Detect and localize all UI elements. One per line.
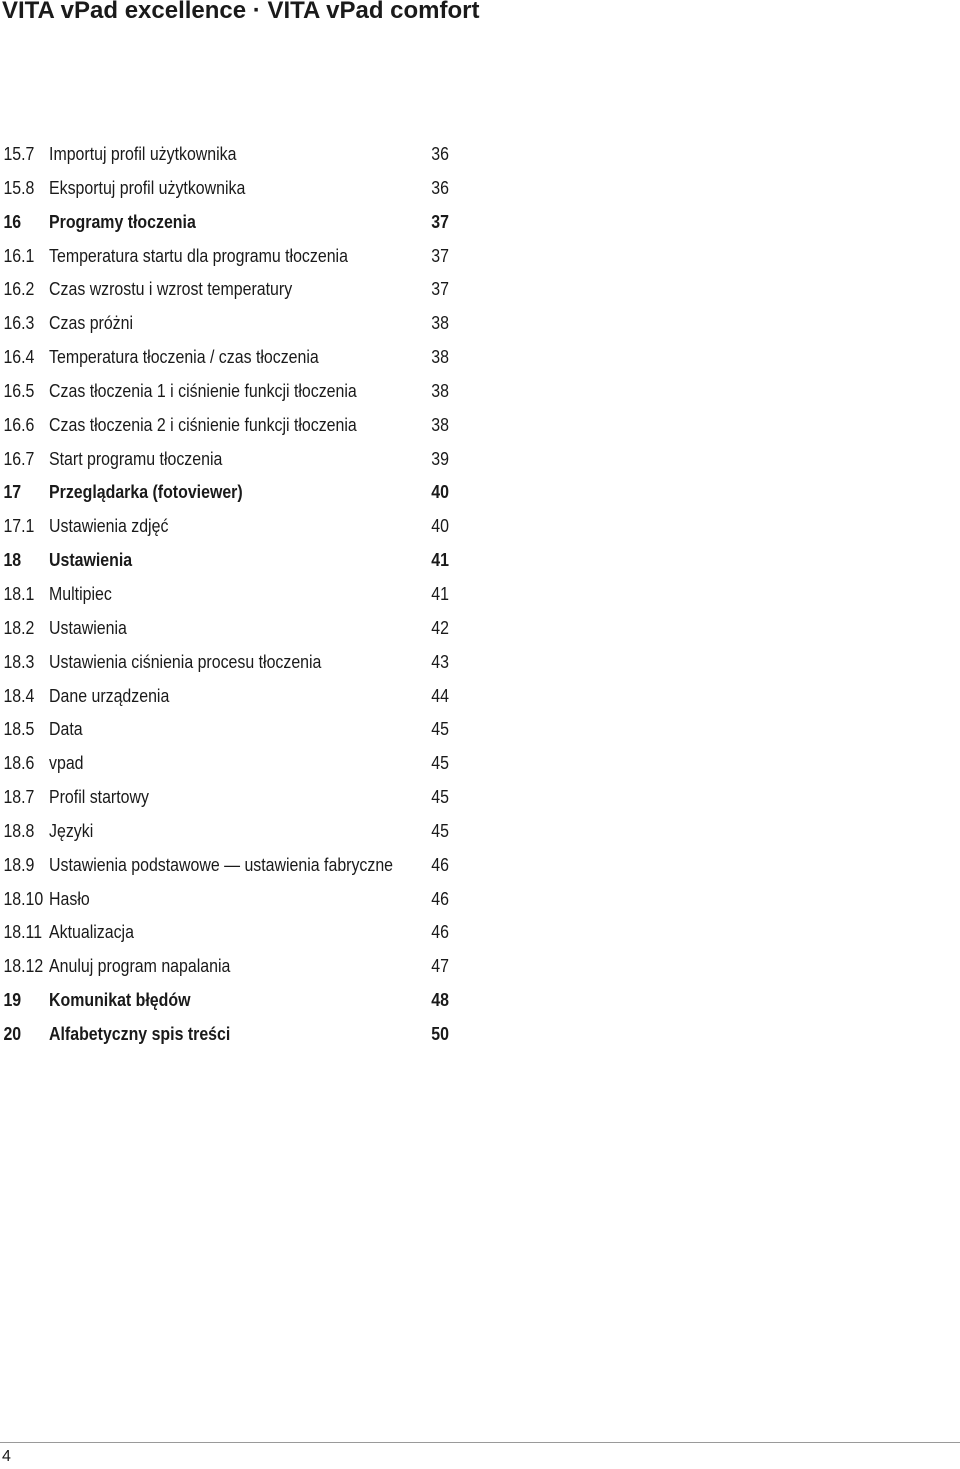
toc-page-number: 50 bbox=[431, 1022, 449, 1044]
toc-page-number: 40 bbox=[431, 515, 449, 537]
toc-section-number: 18.4 bbox=[3, 684, 35, 706]
toc-page-number: 37 bbox=[431, 244, 449, 266]
toc-section-title: Alfabetyczny spis treści bbox=[49, 1022, 231, 1044]
toc-page-number: 41 bbox=[431, 582, 449, 604]
toc-page-number: 38 bbox=[431, 413, 449, 435]
toc-section-number: 16 bbox=[3, 210, 22, 232]
toc-section-title: Ustawienia ciśnienia procesu tłoczenia bbox=[49, 650, 322, 672]
toc-row[interactable] bbox=[0, 239, 456, 273]
toc-section-number: 15.7 bbox=[3, 143, 35, 164]
toc-page-number: 45 bbox=[431, 718, 449, 740]
toc-section-number: 16.4 bbox=[3, 346, 35, 368]
toc-row[interactable] bbox=[0, 746, 456, 780]
toc-row[interactable] bbox=[0, 949, 456, 983]
toc-row[interactable] bbox=[0, 814, 456, 848]
toc-page-number: 38 bbox=[431, 379, 449, 401]
toc-page-number: 45 bbox=[431, 819, 449, 841]
toc-section-number: 17.1 bbox=[3, 515, 35, 537]
toc-section-title: Przeglądarka (fotoviewer) bbox=[49, 481, 243, 503]
toc-page-number: 37 bbox=[431, 278, 449, 300]
toc-section-number: 18.9 bbox=[3, 853, 35, 875]
toc-row[interactable] bbox=[0, 408, 456, 442]
toc-row[interactable] bbox=[0, 848, 456, 882]
toc-page-number: 38 bbox=[431, 312, 449, 334]
toc-page-number: 40 bbox=[431, 481, 449, 503]
toc-row[interactable] bbox=[0, 137, 456, 171]
toc-page-number: 39 bbox=[431, 447, 449, 469]
toc-section-title: Anuluj program napalania bbox=[49, 955, 231, 977]
toc-row[interactable] bbox=[0, 205, 456, 239]
toc-section-title: Multipiec bbox=[49, 582, 112, 604]
toc-section-title: Ustawienia podstawowe — ustawienia fabryczne bbox=[49, 853, 394, 875]
toc-section-number: 16.6 bbox=[3, 413, 35, 435]
toc-page-number: 46 bbox=[431, 887, 449, 909]
toc-section-number: 18.1 bbox=[3, 582, 35, 604]
toc-page-number: 45 bbox=[431, 752, 449, 774]
toc-section-number: 18.10 bbox=[3, 887, 44, 909]
toc-section-number: 18.3 bbox=[3, 650, 35, 672]
toc-section-number: 17 bbox=[3, 481, 22, 503]
toc-page-number: 48 bbox=[431, 989, 449, 1011]
toc-row[interactable] bbox=[0, 983, 456, 1017]
toc-section-title: Czas tłoczenia 2 i ciśnienie funkcji tłoczenia bbox=[49, 413, 357, 435]
toc-row[interactable] bbox=[0, 611, 456, 645]
toc-section-number: 18.7 bbox=[3, 786, 35, 808]
toc-page-number: 44 bbox=[431, 684, 449, 706]
toc-row[interactable] bbox=[0, 645, 456, 679]
page-number: 4 bbox=[2, 1448, 11, 1465]
toc-section-title: Importuj profil użytkownika bbox=[49, 143, 237, 164]
toc-row[interactable] bbox=[0, 882, 456, 916]
toc-section-title: Aktualizacja bbox=[49, 921, 134, 943]
toc-section-title: Czas próżni bbox=[49, 312, 134, 334]
toc-section-title: Języki bbox=[49, 819, 94, 841]
toc-section-number: 18 bbox=[3, 549, 22, 571]
toc-page-number: 36 bbox=[431, 143, 449, 164]
toc-section-number: 16.5 bbox=[3, 379, 35, 401]
toc-section-number: 16.2 bbox=[3, 278, 35, 300]
toc-section-number: 18.6 bbox=[3, 752, 35, 774]
toc-row[interactable] bbox=[0, 780, 456, 814]
toc-section-title: Profil startowy bbox=[49, 786, 149, 808]
toc-row[interactable] bbox=[0, 712, 456, 746]
toc-section-title: Czas tłoczenia 1 i ciśnienie funkcji tłoczenia bbox=[49, 379, 357, 401]
toc-section-title: Ustawienia bbox=[49, 549, 133, 571]
toc-section-number: 18.5 bbox=[3, 718, 35, 740]
toc-section-number: 18.12 bbox=[3, 955, 44, 977]
toc-row[interactable] bbox=[0, 272, 456, 306]
toc-row[interactable] bbox=[0, 374, 456, 408]
toc-section-title: vpad bbox=[49, 752, 84, 774]
toc-section-title: Programy tłoczenia bbox=[49, 210, 196, 232]
toc-page-number: 46 bbox=[431, 921, 449, 943]
toc-page-number: 43 bbox=[431, 650, 449, 672]
toc-page-number: 41 bbox=[431, 549, 449, 571]
toc-section-title: Dane urządzenia bbox=[49, 684, 170, 706]
toc-page-number: 36 bbox=[431, 176, 449, 198]
toc-page-number: 38 bbox=[431, 346, 449, 368]
toc-row[interactable] bbox=[0, 306, 456, 340]
toc-row[interactable] bbox=[0, 509, 456, 543]
toc-page-number: 45 bbox=[431, 786, 449, 808]
toc-page-number: 37 bbox=[431, 210, 449, 232]
table-of-contents bbox=[0, 137, 460, 1051]
toc-section-number: 19 bbox=[3, 989, 22, 1011]
toc-section-number: 20 bbox=[3, 1022, 22, 1044]
toc-row[interactable] bbox=[0, 543, 456, 577]
toc-section-number: 16.7 bbox=[3, 447, 35, 469]
toc-row[interactable] bbox=[0, 1017, 456, 1051]
toc-section-title: Komunikat błędów bbox=[49, 989, 191, 1011]
toc-section-title: Temperatura tłoczenia / czas tłoczenia bbox=[49, 346, 319, 368]
toc-page-number: 46 bbox=[431, 853, 449, 875]
toc-page-number: 42 bbox=[431, 616, 449, 638]
toc-row[interactable] bbox=[0, 340, 456, 374]
toc-section-title: Start programu tłoczenia bbox=[49, 447, 223, 469]
footer-divider bbox=[0, 1442, 960, 1443]
toc-row[interactable] bbox=[0, 442, 456, 476]
toc-section-title: Ustawienia zdjęć bbox=[49, 515, 169, 537]
toc-section-number: 16.1 bbox=[3, 244, 35, 266]
toc-section-number: 18.2 bbox=[3, 616, 35, 638]
toc-row[interactable] bbox=[0, 679, 456, 713]
toc-section-number: 18.8 bbox=[3, 819, 35, 841]
toc-row[interactable] bbox=[0, 915, 456, 949]
toc-row[interactable] bbox=[0, 475, 456, 509]
toc-section-title: Eksportuj profil użytkownika bbox=[49, 176, 246, 198]
toc-section-title: Ustawienia bbox=[49, 616, 127, 638]
toc-section-title: Hasło bbox=[49, 887, 90, 909]
toc-row[interactable] bbox=[0, 577, 456, 611]
toc-page-number: 47 bbox=[431, 955, 449, 977]
document-header-title: VITA vPad excellence · VITA vPad comfort bbox=[2, 0, 480, 24]
toc-section-title: Temperatura startu dla programu tłoczenia bbox=[49, 244, 348, 266]
toc-row[interactable] bbox=[0, 171, 456, 205]
toc-section-number: 15.8 bbox=[3, 176, 35, 198]
toc-section-title: Czas wzrostu i wzrost temperatury bbox=[49, 278, 293, 300]
toc-section-title: Data bbox=[49, 718, 83, 740]
toc-section-number: 16.3 bbox=[3, 312, 35, 334]
toc-section-number: 18.11 bbox=[3, 921, 43, 943]
